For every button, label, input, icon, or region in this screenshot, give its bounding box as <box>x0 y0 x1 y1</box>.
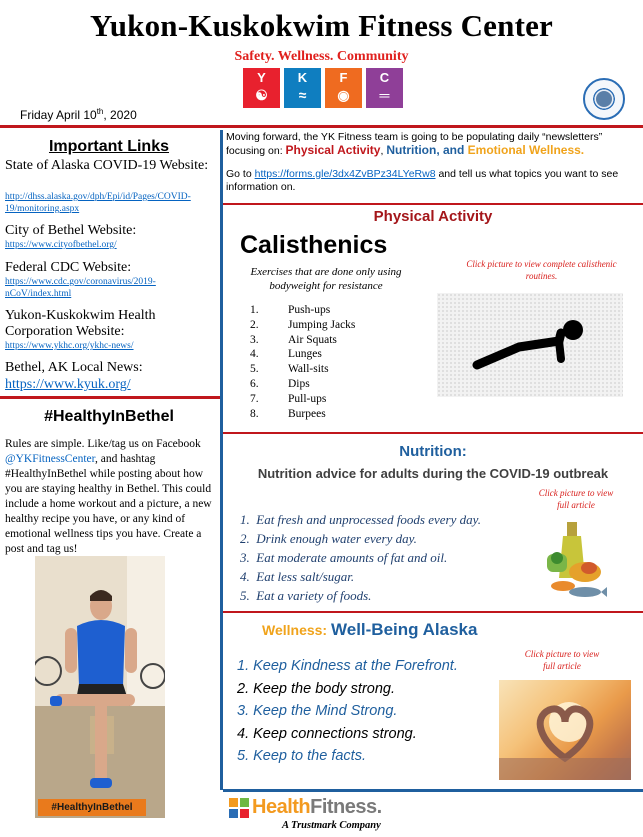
link-label-alaska: State of Alaska COVID-19 Website: <box>5 158 209 173</box>
list-item: 2. Jumping Jacks <box>250 318 356 331</box>
link-label-ykhc: Yukon-Kuskokwim Health Corporation Website: <box>5 308 156 339</box>
list-item: 3. Keep the Mind Strong. <box>237 703 398 719</box>
page-title: Yukon-Kuskokwim Fitness Center <box>89 8 554 43</box>
seal-center <box>596 91 612 107</box>
list-item: 3. Air Squats <box>250 333 337 346</box>
swim-icon: ≈ <box>298 87 307 103</box>
logo-tile-k: K ≈ <box>284 68 321 108</box>
link-bethel[interactable]: https://www.cityofbethel.org/ <box>5 240 117 250</box>
physical-activity-heading: Physical Activity <box>373 208 493 225</box>
exercise-list <box>250 303 355 421</box>
section-divider-physical <box>223 203 643 205</box>
link-label-cdc: Federal CDC Website: <box>5 260 132 275</box>
list-item: 4. Lunges <box>250 348 322 361</box>
link-kyuk[interactable]: https://www.kyuk.org/ <box>5 377 131 392</box>
nutrition-heading: Nutrition: <box>399 443 467 460</box>
links-heading: Important Links <box>48 138 169 155</box>
bottom-divider <box>223 789 643 792</box>
issue-date: Friday April 10th, 2020 <box>20 107 137 122</box>
list-item: 1. Eat fresh and unprocessed foods every day. <box>240 512 481 527</box>
bike-icon: ◉ <box>337 87 350 103</box>
wellness-heading: Wellness: Well-Being Alaska <box>262 620 478 639</box>
calisthenics-subtitle: Exercises that are done only using bodyweight for resistance <box>250 266 402 292</box>
link-ykhc[interactable]: https://www.ykhc.org/ykhc-news/ <box>5 341 134 351</box>
survey-text: Go to https://forms.gle/3dx4ZvBPz34LYeRw8 and tell us what topics you want to see information on. <box>226 168 619 193</box>
list-item: 1. Push-ups <box>250 304 331 316</box>
list-item: 3. Eat moderate amounts of fat and oil. <box>240 550 448 565</box>
photo-hashtag-badge: #HealthyInBethel <box>38 799 146 816</box>
tagline: Safety. Wellness. Community <box>234 49 409 64</box>
list-item: 2. Keep the body strong. <box>237 680 396 697</box>
calisthenics-title: Calisthenics <box>240 231 388 259</box>
section-divider-nutrition <box>223 432 643 434</box>
list-item: 6. Dips <box>250 377 310 390</box>
list-item: 4. Keep connections strong. <box>237 725 417 742</box>
heart-hands-photo[interactable] <box>499 680 631 780</box>
link-alaska[interactable]: http://dhss.alaska.gov/dph/Epi/id/Pages/COVID-19/monitoring.aspx <box>5 192 191 214</box>
hashtag-heading: #HealthyInBethel <box>44 408 174 425</box>
calisthenics-click-note: Click picture to view complete calisthenic routines. <box>466 259 617 281</box>
logo-tile-c: C ═ <box>366 68 403 108</box>
logo-tile-y: Y ☯ <box>243 68 280 108</box>
intro-text: Moving forward, the YK Fitness team is going to be populating daily “newsletters” focusing on: Physical Activity, Nutrition, and Emotional Wellness. <box>226 131 603 157</box>
hashtag-rules: Rules are simple. Like/tag us on Facebook @YKFitnessCenter, and hashtag #HealthyInBethel while posting about how you are staying healthy in Bethel. This could include a home workout and a picture, a new healthy recipe you have, or any kind of emotional wellness tips you have. Create a post and tag us! <box>5 438 212 555</box>
link-label-bethel: City of Bethel Website: <box>5 223 137 238</box>
nutrition-subtitle: Nutrition advice for adults during the COVID-19 outbreak <box>257 466 609 481</box>
list-item: 2. Drink enough water every day. <box>240 531 417 546</box>
left-divider <box>0 396 220 399</box>
meditation-icon: ☯ <box>255 87 268 103</box>
survey-form-link[interactable]: https://forms.gle/3dx4ZvBPz34LYeRw8 <box>254 168 436 180</box>
section-divider-wellness <box>223 611 643 613</box>
logo-tile-f: F ◉ <box>325 68 362 108</box>
list-item: 4. Eat less salt/sugar. <box>240 569 355 584</box>
wellness-list <box>237 655 458 768</box>
pushup-figure-icon[interactable] <box>437 293 623 397</box>
food-illustration-icon[interactable] <box>545 520 607 600</box>
link-cdc[interactable]: https://www.cdc.gov/coronavirus/2019-nCoV/index.html <box>5 277 156 299</box>
list-item: 1. Keep Kindness at the Forefront. <box>237 658 458 674</box>
list-item: 5. Eat a variety of foods. <box>240 588 372 603</box>
member-photo[interactable] <box>35 556 165 818</box>
list-item: 5. Wall-sits <box>250 363 329 376</box>
link-label-kyuk: Bethel, AK Local News: <box>5 360 143 375</box>
nutrition-click-note: Click picture to view full article <box>538 488 614 510</box>
column-divider <box>220 130 223 790</box>
facebook-handle[interactable]: @YKFitnessCenter <box>5 453 95 465</box>
dumbbell-icon: ═ <box>379 87 390 103</box>
list-item: 8. Burpees <box>250 407 326 420</box>
brand-subtitle: A Trustmark Company <box>282 820 381 831</box>
list-item: 5. Keep to the facts. <box>237 748 366 764</box>
wellness-click-note: Click picture to view full article <box>524 649 600 671</box>
healthfitness-brand: HealthFitness. <box>252 796 382 818</box>
top-divider <box>0 125 643 128</box>
list-item: 7. Pull-ups <box>250 392 327 405</box>
nutrition-list <box>240 510 481 605</box>
ykfc-logo <box>243 68 403 108</box>
healthfitness-logo-icon <box>229 798 249 818</box>
